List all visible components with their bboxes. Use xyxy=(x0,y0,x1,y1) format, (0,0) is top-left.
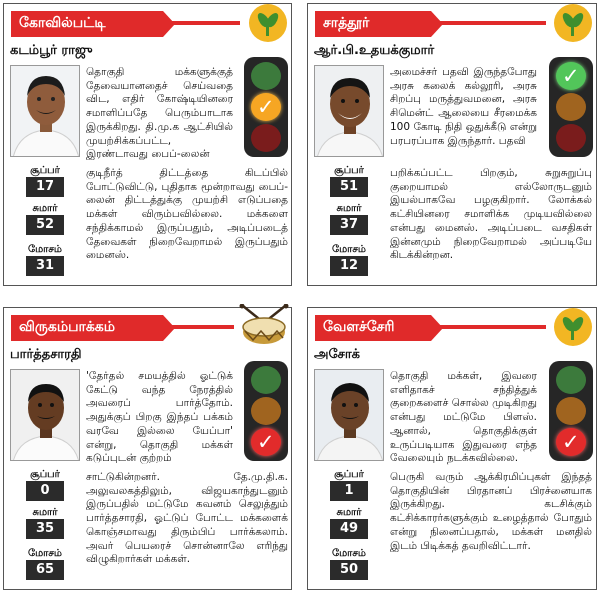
amber-lamp xyxy=(251,397,281,425)
score-value: 1 xyxy=(330,481,368,501)
score-value: 52 xyxy=(26,215,64,235)
candidate-name: அசோக் xyxy=(314,347,360,362)
banner-rule xyxy=(164,325,234,329)
review-text-top: அமைச்சர் பதவி இருந்தபோது அரசு கலைக் கல்லூரி, அரசு சிறப்பு மருத்துவமனை, அரசு சிமென்ட் ஆலையை சீரமைக்க 100 கோடி நிதி ஒதுக்கீடு என்று பரபரப்பாக இருந்தார். பதவி xyxy=(390,66,537,147)
constituency-card xyxy=(3,3,292,286)
constituency-card xyxy=(307,307,597,590)
drum-icon xyxy=(239,304,289,346)
review-text-top: தொகுதி மக்களுக்குத் தேவையானதைச் செய்வதை விட, எதிர் கோஷ்டியினரை சமாளிப்பதே பெரும்பாடாக இருக்கிறது. தி.மு.க ஆட்சியில் முயற்சிக்கப்பட்ட, இரண்டாவது பைப்-லைன் xyxy=(86,66,233,161)
review-text-bottom: குடிநீர்த் திட்டத்தை கிடப்பில் போட்டுவிட்டு, புதிதாக மூன்றாவது பைப்-லைன் திட்டத்துக்கு முயற்சி எடுப்பதை மக்கள் விரும்பவில்லை. மக்களை சந்திக்காமல் இருப்பதும், அடிப்படைத் தேவைகள் நிறைவேறாமல் இருப்பதும் மைனஸ். xyxy=(86,167,288,262)
score-label: சூப்பர் xyxy=(30,165,60,176)
constituency-card xyxy=(307,3,597,286)
review-text-top: தொகுதி மக்கள், இவரை எளிதாகச் சந்தித்துக் குறைகளைச் சொல்ல முடிகிறது என்பது மட்டுமே பிளஸ். ஆனால், தொகுதிக்குள் உருப்படியாக இதுவரை எந்த வேலையும் நடக்கவில்லை. xyxy=(390,370,537,465)
candidate-photo xyxy=(10,65,80,157)
amber-lamp xyxy=(556,93,586,121)
score-value: 0 xyxy=(26,481,64,501)
constituency-name: சாத்தூர் xyxy=(323,15,370,31)
constituency-banner xyxy=(11,11,163,37)
green-lamp xyxy=(556,62,586,90)
score-value: 65 xyxy=(26,560,64,580)
score-super xyxy=(314,164,384,197)
traffic-signal-icon xyxy=(244,361,288,461)
constituency-banner xyxy=(11,315,163,341)
score-label: சுமார் xyxy=(336,507,362,518)
score-label: சூப்பர் xyxy=(30,469,60,480)
constituency-name: கோவில்பட்டி xyxy=(19,15,106,31)
constituency-banner xyxy=(315,11,431,37)
amber-lamp xyxy=(556,397,586,425)
red-lamp xyxy=(556,428,586,456)
score-bad xyxy=(314,547,384,580)
score-label: சுமார் xyxy=(336,203,362,214)
score-label: மோசம் xyxy=(332,548,366,559)
score-average xyxy=(10,506,80,539)
two-leaves-icon xyxy=(554,308,592,346)
score-label: சுமார் xyxy=(32,507,58,518)
banner-rule xyxy=(432,325,546,329)
score-super xyxy=(314,468,384,501)
two-leaves-icon xyxy=(554,4,592,42)
score-label: சூப்பர் xyxy=(334,469,364,480)
green-lamp xyxy=(251,62,281,90)
score-average xyxy=(314,202,384,235)
score-bad xyxy=(10,547,80,580)
score-super xyxy=(10,468,80,501)
review-text-bottom: பெருகி வரும் ஆக்கிரமிப்புகள் இந்தத் தொகுதியின் பிரதானப் பிரச்னையாக இருக்கிறது. கடசிக்கும் கட்சிக்காரர்களுக்கும் உழைத்தால் போதும் என்று நினைப்பதால், மக்கள் மனதில் இடம் பிடிக்கத் தவறிவிட்டார். xyxy=(390,471,592,552)
check-icon: ✓ xyxy=(562,430,580,454)
score-value: 50 xyxy=(330,560,368,580)
traffic-signal-icon xyxy=(549,57,593,157)
score-label: மோசம் xyxy=(332,244,366,255)
check-icon: ✓ xyxy=(562,64,580,88)
score-value: 35 xyxy=(26,519,64,539)
candidate-photo xyxy=(314,65,384,157)
review-text-bottom: சாட்டுகின்றனர். தே.மு.தி.க. அலுவலகத்திலும், விஜயகாந்துடனும் இருப்பதில் மட்டுமே கவனம் செலுத்தும் பார்த்தசாரதி, ஓட்டுப் போட்ட மக்களைக் கொஞ்சமாவது திரும்பிப் பார்க்கலாம். அவர் பெயரைச் சொன்னாலே எரிந்து விழுகிறார்கள் மக்கள். xyxy=(86,471,288,566)
banner-rule xyxy=(164,21,240,25)
score-label: சூப்பர் xyxy=(334,165,364,176)
candidate-photo xyxy=(10,369,80,461)
green-lamp xyxy=(556,366,586,394)
green-lamp xyxy=(251,366,281,394)
score-value: 49 xyxy=(330,519,368,539)
candidate-name: கடம்பூர் ராஜு xyxy=(10,43,93,58)
score-label: சுமார் xyxy=(32,203,58,214)
score-value: 51 xyxy=(330,177,368,197)
candidate-name: ஆர்.பி.உதயக்குமார் xyxy=(314,43,435,58)
candidate-photo xyxy=(314,369,384,461)
red-lamp xyxy=(251,428,281,456)
two-leaves-icon xyxy=(249,4,287,42)
banner-rule xyxy=(432,21,546,25)
score-value: 37 xyxy=(330,215,368,235)
traffic-signal-icon xyxy=(549,361,593,461)
score-value: 12 xyxy=(330,256,368,276)
candidate-name: பார்த்தசாரதி xyxy=(10,347,82,362)
traffic-signal-icon xyxy=(244,57,288,157)
check-icon: ✓ xyxy=(257,95,275,119)
constituency-banner xyxy=(315,315,431,341)
constituency-name: வேளச்சேரி xyxy=(323,319,395,335)
score-average xyxy=(10,202,80,235)
amber-lamp xyxy=(251,93,281,121)
red-lamp xyxy=(556,124,586,152)
constituency-name: விருகம்பாக்கம் xyxy=(19,319,116,335)
score-label: மோசம் xyxy=(28,548,62,559)
score-bad xyxy=(314,243,384,276)
score-value: 17 xyxy=(26,177,64,197)
score-value: 31 xyxy=(26,256,64,276)
score-bad xyxy=(10,243,80,276)
score-super xyxy=(10,164,80,197)
score-label: மோசம் xyxy=(28,244,62,255)
review-text-top: 'தேர்தல் சமயத்தில் ஓட்டுக் கேட்டு வந்த நேரத்தில் அவரைப் பார்த்தோம். அதுக்குப் பிறகு இந்தப் பக்கம் வரவே இல்லை யேப்பா' என்று, தொகுதி மக்கள் கடுப்புடன் குற்றம் xyxy=(86,370,233,465)
review-text-bottom: பறிக்கப்பட்ட பிறகும், சுறுசுறுப்பு குறையாமல் எல்லோருடனும் இயல்பாகவே பழகுகிறார். லோக்கல் கட்சியினரை சமாளிக்க முடியவில்லை என்பது மைனஸ். அடிப்படை வசதிகள் இன்னமும் நிறைவேறாமல் அப்படியே கிடக்கின்றன. xyxy=(390,167,592,262)
check-icon: ✓ xyxy=(257,430,275,454)
constituency-card xyxy=(3,307,292,590)
score-average xyxy=(314,506,384,539)
red-lamp xyxy=(251,124,281,152)
